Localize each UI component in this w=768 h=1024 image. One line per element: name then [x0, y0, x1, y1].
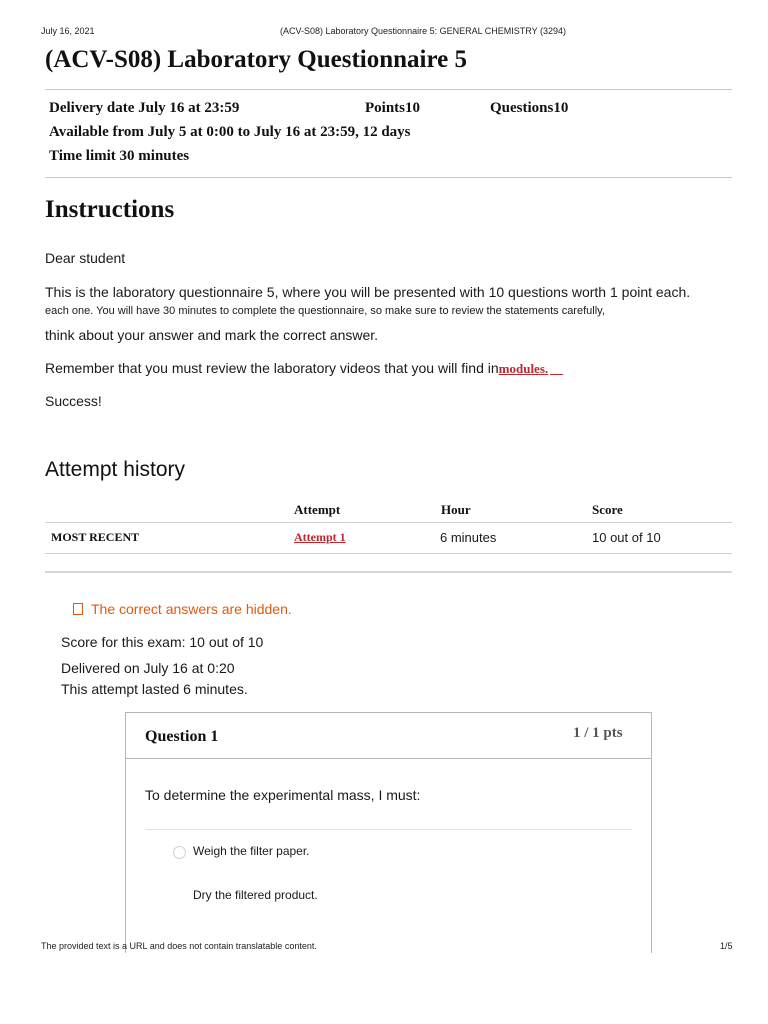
attempt-hour: 6 minutes [440, 530, 497, 545]
divider [45, 89, 732, 90]
notice-text: The correct answers are hidden. [91, 601, 292, 617]
instructions-line-2: each one. You will have 30 minutes to complete the questionnaire, so make sure to review the statements carefully, [45, 305, 605, 317]
col-hour: Hour [441, 502, 471, 517]
points: Points10 [365, 100, 421, 116]
instructions-line-3: think about your answer and mark the correct answer. [45, 327, 379, 343]
page-number: 1/5 [720, 941, 733, 951]
attempt-history-heading: Attempt history [45, 458, 186, 481]
modules-link[interactable]: modules. [498, 361, 549, 376]
print-date: July 16, 2021 [41, 26, 95, 36]
exam-score: Score for this exam: 10 out of 10 [61, 634, 264, 650]
instructions-line-1: This is the laboratory questionnaire 5, where you will be presented with 10 questions worth 1 point each. [45, 284, 691, 300]
question-prompt: To determine the experimental mass, I must: [145, 787, 421, 803]
divider [45, 177, 732, 178]
questions-count: Questions10 [490, 100, 569, 116]
table-divider [45, 522, 732, 523]
modules-link-underline [550, 361, 563, 376]
table-divider [45, 553, 732, 554]
delivered-on: Delivered on July 16 at 0:20 [61, 660, 235, 676]
info-icon [73, 603, 83, 615]
closing-text: Success! [45, 393, 102, 409]
col-attempt: Attempt [294, 502, 341, 517]
remember-text [45, 360, 563, 377]
answers-divider [145, 829, 632, 830]
greeting: Dear student [45, 250, 126, 266]
attempt-duration: This attempt lasted 6 minutes. [61, 681, 248, 697]
remember-prefix: Remember that you must review the laboratory videos that you will find in [45, 360, 499, 376]
print-doc-title: (ACV-S08) Laboratory Questionnaire 5: GENERAL CHEMISTRY (3294) [280, 26, 566, 36]
answer-label: Weigh the filter paper. [193, 844, 310, 858]
instructions-heading: Instructions [45, 196, 175, 223]
row-label: MOST RECENT [51, 530, 140, 544]
section-divider [45, 571, 732, 573]
question-card [125, 712, 652, 953]
answer-option[interactable]: Dry the filtered product. [193, 888, 318, 902]
availability: Available from July 5 at 0:00 to July 16 at 23:59, 12 days [49, 124, 411, 140]
question-title: Question 1 [145, 728, 219, 745]
hidden-answers-notice [73, 601, 292, 617]
radio-icon[interactable] [173, 846, 186, 859]
time-limit: Time limit 30 minutes [49, 148, 190, 164]
question-points: 1 / 1 pts [573, 725, 623, 741]
question-header [126, 713, 651, 759]
delivery-date: Delivery date July 16 at 23:59 [49, 100, 240, 116]
attempt-score: 10 out of 10 [592, 530, 661, 545]
attempt-link[interactable]: Attempt 1 [294, 530, 346, 544]
print-footer-note: The provided text is a URL and does not contain translatable content. [41, 941, 317, 951]
page-title: (ACV-S08) Laboratory Questionnaire 5 [45, 46, 467, 73]
col-score: Score [592, 502, 623, 517]
